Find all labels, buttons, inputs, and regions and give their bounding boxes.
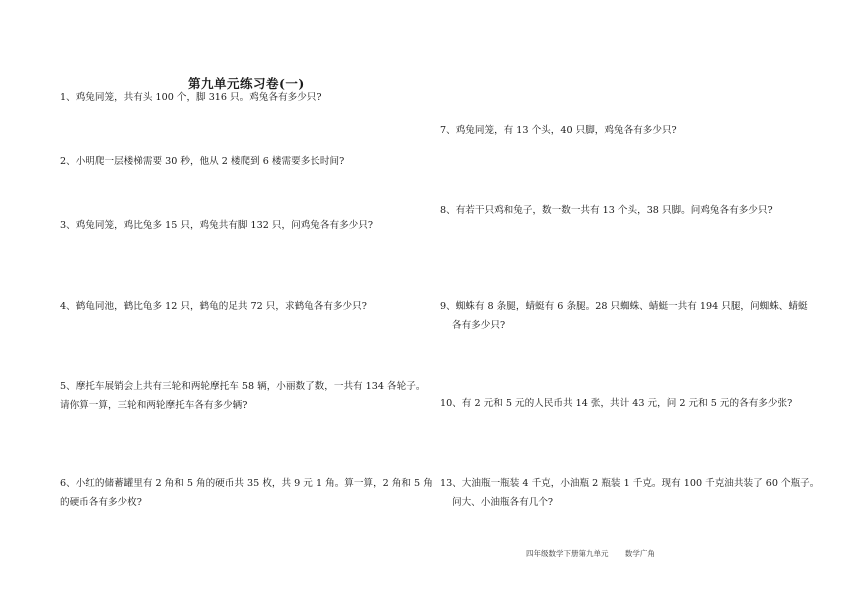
question-5-line-1: 5、摩托车展销会上共有三轮和两轮摩托车 58 辆，小丽数了数，一共有 134 各轮子。 xyxy=(60,381,426,392)
worksheet-title: 第九单元练习卷(一) xyxy=(188,76,305,91)
question-8 xyxy=(440,201,773,220)
question-6-line-2: 的硬币各有多少枚? xyxy=(60,497,142,508)
question-13-line-2: 问大、小油瓶各有几个? xyxy=(452,497,554,508)
footer-course-label: 四年级数学下册第九单元 xyxy=(526,549,609,558)
question-7-text: 7、鸡兔同笼，有 13 个头，40 只脚，鸡兔各有多少只? xyxy=(440,125,677,136)
question-1-text: 1、鸡兔同笼，共有头 100 个，脚 316 只。鸡兔各有多少只? xyxy=(60,92,322,103)
page-footer xyxy=(526,548,655,559)
question-4 xyxy=(60,297,367,316)
question-10 xyxy=(440,394,792,413)
question-3 xyxy=(60,216,373,235)
question-13-line-1: 13、大油瓶一瓶装 4 千克，小油瓶 2 瓶装 1 千克。现有 100 千克油共装了 60 个瓶子。 xyxy=(440,478,820,489)
footer-topic-label: 数学广角 xyxy=(624,549,655,558)
question-2-text: 2、小明爬一层楼梯需要 30 秒，他从 2 楼爬到 6 楼需要多长时间? xyxy=(60,156,345,167)
question-10-text: 10、有 2 元和 5 元的人民币共 14 张，共计 43 元，问 2 元和 5 元的各有多少张? xyxy=(440,398,793,409)
question-6 xyxy=(60,474,433,512)
question-9-line-1: 9、蜘蛛有 8 条腿，蜻蜓有 6 条腿。28 只蜘蛛、蜻蜓一共有 194 只腿，问蜘蛛、蜻蜓 xyxy=(440,301,808,312)
question-5-line-2: 请你算一算，三轮和两轮摩托车各有多少辆? xyxy=(60,400,248,411)
question-13 xyxy=(440,474,819,512)
question-7 xyxy=(440,121,677,140)
question-8-text: 8、有若干只鸡和兔子，数一数一共有 13 个头，38 只脚。问鸡兔各有多少只? xyxy=(440,205,773,216)
question-6-line-1: 6、小红的储蓄罐里有 2 角和 5 角的硬币共 35 枚，共 9 元 1 角。算一算，2 角和 5 角 xyxy=(60,478,433,489)
question-1 xyxy=(60,88,322,107)
question-3-text: 3、鸡兔同笼，鸡比兔多 15 只，鸡兔共有脚 132 只，问鸡兔各有多少只? xyxy=(60,220,373,231)
question-4-text: 4、鹤龟同池，鹤比龟多 12 只，鹤龟的足共 72 只，求鹤龟各有多少只? xyxy=(60,301,367,312)
question-9-line-2: 各有多少只? xyxy=(452,320,506,331)
question-9 xyxy=(440,297,808,335)
question-5 xyxy=(60,377,425,415)
question-2 xyxy=(60,152,344,171)
